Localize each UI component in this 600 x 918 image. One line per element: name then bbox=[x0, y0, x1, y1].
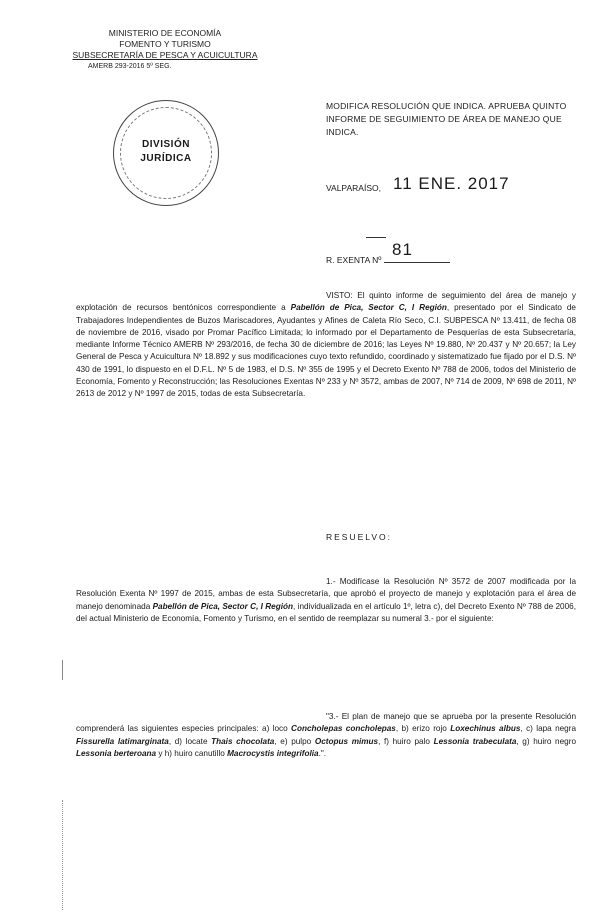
ministry-name: MINISTERIO DE ECONOMÍA bbox=[108, 28, 222, 38]
margin-dotted-line bbox=[62, 800, 63, 910]
visto-area-name: Pabellón de Pica, Sector C, I Región bbox=[290, 303, 447, 313]
resolution-label: R. EXENTA Nº bbox=[326, 255, 382, 265]
species-loco: Concholepas concholepas bbox=[291, 724, 396, 734]
species-lapa: Fissurella latimarginata bbox=[76, 736, 169, 746]
resolution-number: 81 bbox=[392, 240, 413, 259]
species-erizo: Loxechinus albus bbox=[450, 724, 521, 734]
item1-text-1: 1.- Modifícase la Resolución Nº 3572 de 2007 modificada por la Resolución Exenta Nº 1997 de 2015, ambas de esta Subsecretaría, que aprobó el proyecto de manejo y explotación para el área de manejo denominada bbox=[76, 577, 576, 611]
item1-text-2: , individualizada en el artículo 1º, letra c), del Decreto Exento Nº 788 de 2006, del actual Ministerio de Economía, Fomento y Turismo, en el sentido de reemplazar su numeral 3.- por el siguiente: bbox=[76, 601, 576, 623]
visto-paragraph bbox=[76, 290, 576, 401]
stamp-line-1: DIVISIÓN bbox=[142, 139, 190, 150]
numeral-3-paragraph bbox=[76, 711, 576, 760]
n3-text-6: , f) huiro palo bbox=[378, 736, 434, 746]
n3-text-1: "3.- El plan de manejo que se aprueba por la presente Resolución comprenderá las siguientes especies principales: a) loco bbox=[76, 712, 576, 734]
resolution-underline bbox=[384, 262, 450, 263]
species-huiro-negro: Lessonia berteroana bbox=[76, 748, 157, 758]
visto-text-2: , presentado por el Sindicato de Trabajadores Independientes de Buzos Mariscadores, Ayudantes y Afines de Caleta Río Seco, C.I. SUBPESCA Nº 13.411, de fecha 08 de noviembre de 2016, visado por Promar Pacífico Limitada; lo informado por el Departamento de Pesquerías de esta Subsecretaría, mediante Informe Técnico AMERB Nº 293/2016, de fecha 30 de diciembre de 2016; las Leyes Nº 19.880, Nº 20.437 y Nº 20.657; la Ley General de Pesca y Acuicultura Nº 18.892 y sus modificaciones cuyo texto refundido, coordinado y sistematizado fue fijado por el D.S. Nº 430 de 1991, lo dispuesto en el D.F.L. Nº 5 de 1983, el D.S. Nº 355 de 1995 y el Decreto Exento Nº 788 de 2006, todos del Ministerio de Economía, Fomento y Reconstrucción; las Resoluciones Exentas Nº 233 y Nº 3572, ambas de 2007, Nº 714 de 2009, Nº 698 de 2011, Nº 2613 de 2012 y Nº 1997 de 2015, todas de esta Subsecretaría. bbox=[76, 303, 576, 399]
n3-text-2: , b) erizo rojo bbox=[395, 724, 451, 734]
file-reference: AMERB 293-2016 5º SEG. bbox=[88, 63, 172, 70]
document-subject: MODIFICA RESOLUCIÓN QUE INDICA. APRUEBA QUINTO INFORME DE SEGUIMIENTO DE ÁREA DE MANEJO QUE INDICA. bbox=[326, 101, 567, 137]
margin-line bbox=[62, 660, 63, 680]
item-1-paragraph bbox=[76, 576, 576, 625]
resuelvo-heading: RESUELVO: bbox=[326, 532, 393, 542]
date-stamp: 11 ENE. 2017 bbox=[393, 174, 510, 193]
location-label: VALPARAÍSO, bbox=[326, 183, 381, 193]
n3-text-7: , g) huiro negro bbox=[516, 736, 577, 746]
n3-text-3: , c) lapa negra bbox=[520, 724, 577, 734]
ministry-sub: FOMENTO Y TURISMO bbox=[119, 39, 211, 49]
number-dash bbox=[366, 237, 386, 238]
visto-text-1: VISTO: El quinto informe de seguimiento del área de manejo y explotación de recursos bentónicos correspondiente a bbox=[76, 291, 576, 313]
n3-text-9: .". bbox=[318, 748, 327, 758]
n3-text-8: y h) huiro canutillo bbox=[156, 748, 228, 758]
subsecretariat-name: SUBSECRETARÍA DE PESCA Y ACUICULTURA bbox=[72, 50, 258, 60]
n3-text-4: , d) locate bbox=[168, 736, 212, 746]
species-huiro-canutillo: Macrocystis integrifolia bbox=[227, 748, 319, 758]
resolution-label-line bbox=[326, 255, 450, 265]
stamp-line-2: JURÍDICA bbox=[140, 153, 192, 164]
item1-area-name: Pabellón de Pica, Sector C, I Región bbox=[152, 601, 294, 611]
n3-text-5: , e) pulpo bbox=[274, 736, 315, 746]
division-juridica-stamp bbox=[113, 100, 219, 206]
letterhead bbox=[60, 28, 270, 72]
species-locate: Thais chocolata bbox=[211, 736, 275, 746]
species-huiro-palo: Lessonia trabeculata bbox=[433, 736, 517, 746]
species-pulpo: Octopus mimus bbox=[314, 736, 379, 746]
